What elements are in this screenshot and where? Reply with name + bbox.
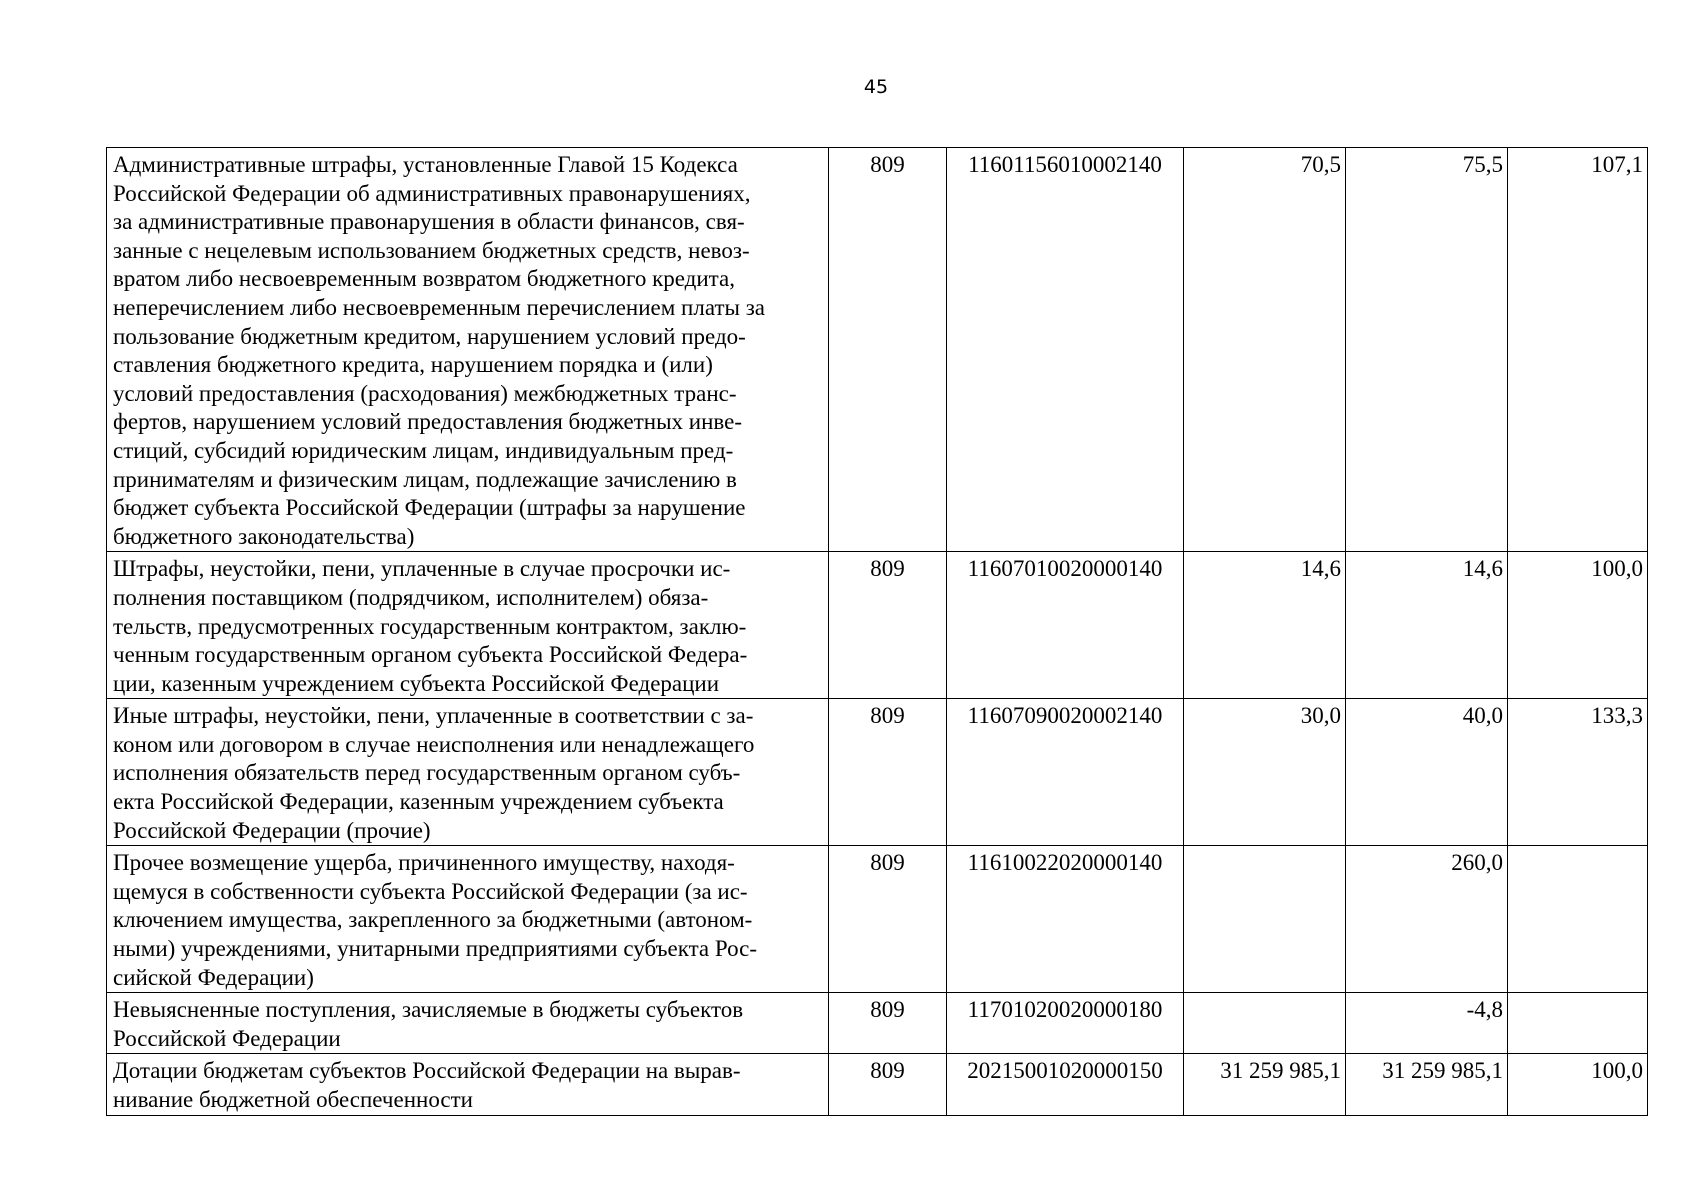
description-line: ченным государственным органом субъекта Российской Федера- bbox=[113, 642, 748, 668]
description-line: Иные штрафы, неустойки, пени, уплаченные в соответствии с за- bbox=[113, 703, 754, 729]
description-line: Прочее возмещение ущерба, причиненного имуществу, находя- bbox=[113, 850, 735, 876]
admin-code-cell: 809 bbox=[829, 846, 947, 993]
table-row bbox=[107, 148, 1648, 552]
table-row bbox=[107, 993, 1648, 1054]
description-line: ными) учреждениями, унитарными предприятиями субъекта Рос- bbox=[113, 936, 758, 962]
fact-value-cell: -4,8 bbox=[1346, 993, 1508, 1054]
description-line: стиций, субсидий юридическим лицам, индивидуальным пред- bbox=[113, 437, 734, 463]
description-line: Штрафы, неустойки, пени, уплаченные в случае просрочки ис- bbox=[113, 556, 731, 582]
row-description bbox=[107, 699, 829, 846]
description-line: щемуся в собственности субъекта Российской Федерации (за ис- bbox=[113, 878, 748, 904]
kbk-code-cell: 11610022020000140 bbox=[947, 846, 1184, 993]
plan-value-cell: 30,0 bbox=[1184, 699, 1346, 846]
fact-value-cell: 40,0 bbox=[1346, 699, 1508, 846]
description-line: тельств, предусмотренных государственным контрактом, заклю- bbox=[113, 613, 747, 639]
row-description bbox=[107, 993, 829, 1054]
description-line: принимателям и физическим лицам, подлежащие зачислению в bbox=[113, 466, 737, 492]
description-line: ключением имущества, закрепленного за бюджетными (автоном- bbox=[113, 907, 753, 933]
description-line: вратом либо несвоевременным возвратом бюджетного кредита, bbox=[113, 266, 735, 292]
row-description bbox=[107, 846, 829, 993]
description-line: Дотации бюджетам субъектов Российской Федерации на вырав- bbox=[113, 1058, 741, 1084]
description-line: полнения поставщиком (подрядчиком, исполнителем) обяза- bbox=[113, 584, 709, 610]
fact-value-cell: 31 259 985,1 bbox=[1346, 1054, 1508, 1115]
plan-value-cell bbox=[1184, 846, 1346, 993]
kbk-code-cell: 11601156010002140 bbox=[947, 148, 1184, 552]
description-line: за административные правонарушения в области финансов, свя- bbox=[113, 209, 745, 235]
page-number: 45 bbox=[863, 76, 889, 98]
description-line: условий предоставления (расходования) межбюджетных транс- bbox=[113, 380, 737, 406]
description-line: ции, казенным учреждением субъекта Российской Федерации bbox=[113, 670, 720, 696]
description-line: сийской Федерации) bbox=[113, 964, 314, 990]
table-body bbox=[107, 148, 1648, 1116]
description-line: бюджетного законодательства) bbox=[113, 523, 415, 549]
description-line: ставления бюджетного кредита, нарушением порядка и (или) bbox=[113, 352, 713, 378]
table-row bbox=[107, 699, 1648, 846]
kbk-code-cell: 11607090020002140 bbox=[947, 699, 1184, 846]
fact-value-cell: 14,6 bbox=[1346, 552, 1508, 699]
kbk-code-cell: 20215001020000150 bbox=[947, 1054, 1184, 1115]
description-line: Российской Федерации bbox=[113, 1025, 341, 1051]
description-line: екта Российской Федерации, казенным учреждением субъекта bbox=[113, 789, 724, 815]
percent-cell: 107,1 bbox=[1508, 148, 1648, 552]
description-line: нивание бюджетной обеспеченности bbox=[113, 1087, 473, 1112]
description-line: пользование бюджетным кредитом, нарушением условий предо- bbox=[113, 323, 746, 349]
plan-value-cell: 31 259 985,1 bbox=[1184, 1054, 1346, 1115]
row-description bbox=[107, 148, 829, 552]
description-line: Невыясненные поступления, зачисляемые в бюджеты субъектов bbox=[113, 997, 744, 1023]
fact-value-cell: 75,5 bbox=[1346, 148, 1508, 552]
description-line: занные с нецелевым использованием бюджетных средств, невоз- bbox=[113, 237, 750, 263]
admin-code-cell: 809 bbox=[829, 699, 947, 846]
description-line: неперечислением либо несвоевременным перечислением платы за bbox=[113, 294, 766, 320]
percent-cell: 100,0 bbox=[1508, 1054, 1648, 1115]
plan-value-cell: 70,5 bbox=[1184, 148, 1346, 552]
table-row bbox=[107, 846, 1648, 993]
description-line: коном или договором в случае неисполнения или ненадлежащего bbox=[113, 731, 755, 757]
table-row bbox=[107, 552, 1648, 699]
percent-cell bbox=[1508, 993, 1648, 1054]
description-line: Российской Федерации (прочие) bbox=[113, 817, 431, 843]
description-line: бюджет субъекта Российской Федерации (штрафы за нарушение bbox=[113, 495, 746, 521]
percent-cell: 100,0 bbox=[1508, 552, 1648, 699]
row-description bbox=[107, 552, 829, 699]
admin-code-cell: 809 bbox=[829, 148, 947, 552]
revenue-table bbox=[106, 147, 1648, 1116]
plan-value-cell: 14,6 bbox=[1184, 552, 1346, 699]
percent-cell: 133,3 bbox=[1508, 699, 1648, 846]
description-line: исполнения обязательств перед государственным органом субъ- bbox=[113, 760, 741, 786]
fact-value-cell: 260,0 bbox=[1346, 846, 1508, 993]
percent-cell bbox=[1508, 846, 1648, 993]
row-description bbox=[107, 1054, 829, 1115]
kbk-code-cell: 11701020020000180 bbox=[947, 993, 1184, 1054]
kbk-code-cell: 11607010020000140 bbox=[947, 552, 1184, 699]
plan-value-cell bbox=[1184, 993, 1346, 1054]
admin-code-cell: 809 bbox=[829, 993, 947, 1054]
description-line: Административные штрафы, установленные Главой 15 Кодекса bbox=[113, 152, 738, 177]
admin-code-cell: 809 bbox=[829, 1054, 947, 1115]
description-line: Российской Федерации об административных правонарушениях, bbox=[113, 180, 751, 206]
admin-code-cell: 809 bbox=[829, 552, 947, 699]
description-line: фертов, нарушением условий предоставления бюджетных инве- bbox=[113, 409, 743, 435]
table-row bbox=[107, 1054, 1648, 1115]
